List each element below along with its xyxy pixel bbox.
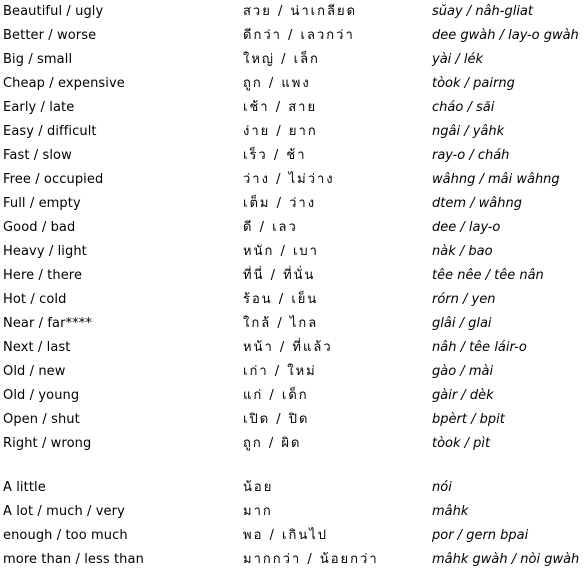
thai-term: ที่นี่ / ที่นั่น	[243, 268, 316, 283]
english-term: Fast / slow	[3, 148, 72, 163]
thai-term: เก่า / ใหม่	[243, 364, 317, 379]
romanization: dee / lay-o	[432, 220, 501, 235]
vocab-row	[0, 432, 587, 456]
english-term: Big / small	[3, 52, 73, 67]
thai-term: ดีกว่า / เลวกว่า	[243, 28, 355, 43]
vocab-row	[0, 24, 587, 48]
vocab-row	[0, 96, 587, 120]
group-divider	[0, 456, 587, 476]
vocab-row	[0, 168, 587, 192]
english-term: A little	[3, 480, 46, 495]
romanization: tòok / pairng	[432, 76, 515, 91]
vocab-row	[0, 120, 587, 144]
english-term: Better / worse	[3, 28, 97, 43]
thai-term: พอ / เกินไป	[243, 528, 329, 543]
thai-term: ร้อน / เย็น	[243, 292, 319, 307]
romanization: bpèrt / bpit	[432, 412, 505, 427]
thai-term: ดี / เลว	[243, 220, 298, 235]
vocab-row	[0, 524, 587, 548]
romanization: rórn / yen	[432, 292, 496, 307]
english-term: Full / empty	[3, 196, 81, 211]
thai-term: ง่าย / ยาก	[243, 124, 318, 139]
thai-term: เร็ว / ช้า	[243, 148, 307, 163]
romanization: glâi / glai	[432, 316, 492, 331]
english-term: more than / less than	[3, 552, 144, 567]
romanization: cháo / săi	[432, 100, 495, 115]
thai-term: ว่าง / ไม่ว่าง	[243, 172, 335, 187]
romanization: mâhk gwàh / nòi gwàh	[432, 552, 580, 567]
vocab-row	[0, 216, 587, 240]
thai-term: เช้า / สาย	[243, 100, 318, 115]
romanization: por / gern bpai	[432, 528, 529, 543]
vocab-row	[0, 408, 587, 432]
thai-term: เปิด / ปิด	[243, 412, 310, 427]
vocab-row	[0, 0, 587, 24]
romanization: wâhng / mâi wâhng	[432, 172, 560, 187]
english-term: A lot / much / very	[3, 504, 125, 519]
english-term: Heavy / light	[3, 244, 87, 259]
vocab-row	[0, 360, 587, 384]
vocab-row	[0, 336, 587, 360]
romanization: yài / lék	[432, 52, 484, 67]
romanization: dtem / wâhng	[432, 196, 522, 211]
vocab-row	[0, 72, 587, 96]
english-term: Beautiful / ugly	[3, 4, 104, 19]
thai-term: แก่ / เด็ก	[243, 388, 309, 403]
vocab-row	[0, 144, 587, 168]
vocab-row	[0, 192, 587, 216]
thai-term: มาก	[243, 504, 273, 519]
english-term: Next / last	[3, 340, 71, 355]
english-term: Good / bad	[3, 220, 76, 235]
romanization: ngâi / yâhk	[432, 124, 505, 139]
romanization: têe nêe / têe nân	[432, 268, 544, 283]
english-term: Near / far****	[3, 316, 92, 331]
romanization: gàir / dèk	[432, 388, 494, 403]
vocab-row	[0, 500, 587, 524]
thai-term: ใกล้ / ไกล	[243, 316, 319, 331]
thai-term: ใหญ่ / เล็ก	[243, 52, 320, 67]
vocab-row	[0, 240, 587, 264]
english-term: Old / new	[3, 364, 66, 379]
thai-term: หนัก / เบา	[243, 244, 319, 259]
english-term: Easy / difficult	[3, 124, 97, 139]
english-term: Right / wrong	[3, 436, 92, 451]
vocab-row	[0, 312, 587, 336]
thai-term: หน้า / ที่แล้ว	[243, 340, 333, 355]
romanization: dee gwàh / lay-o gwàh	[432, 28, 579, 43]
vocab-row	[0, 548, 587, 572]
thai-term: น้อย	[243, 480, 274, 495]
romanization: ray-o / cháh	[432, 148, 510, 163]
vocab-row	[0, 384, 587, 408]
english-term: Free / occupied	[3, 172, 104, 187]
english-term: Hot / cold	[3, 292, 67, 307]
romanization: nói	[432, 480, 452, 495]
english-term: enough / too much	[3, 528, 128, 543]
thai-term: ถูก / แพง	[243, 76, 311, 91]
vocab-row	[0, 476, 587, 500]
romanization: tòok / pìt	[432, 436, 491, 451]
thai-term: สวย / น่าเกลียด	[243, 4, 358, 19]
romanization: gào / mài	[432, 364, 494, 379]
english-term: Cheap / expensive	[3, 76, 125, 91]
english-term: Early / late	[3, 100, 75, 115]
romanization: sŭay / nâh-gliat	[432, 4, 533, 19]
english-term: Here / there	[3, 268, 83, 283]
vocab-row	[0, 48, 587, 72]
romanization: mâhk	[432, 504, 469, 519]
thai-term: ถูก / ผิด	[243, 436, 302, 451]
romanization: nàk / bao	[432, 244, 493, 259]
thai-term: มากกว่า / น้อยกว่า	[243, 552, 379, 567]
thai-term: เต็ม / ว่าง	[243, 196, 317, 211]
vocab-row	[0, 264, 587, 288]
vocab-row	[0, 288, 587, 312]
romanization: nâh / têe láir-o	[432, 340, 527, 355]
english-term: Old / young	[3, 388, 80, 403]
english-term: Open / shut	[3, 412, 80, 427]
